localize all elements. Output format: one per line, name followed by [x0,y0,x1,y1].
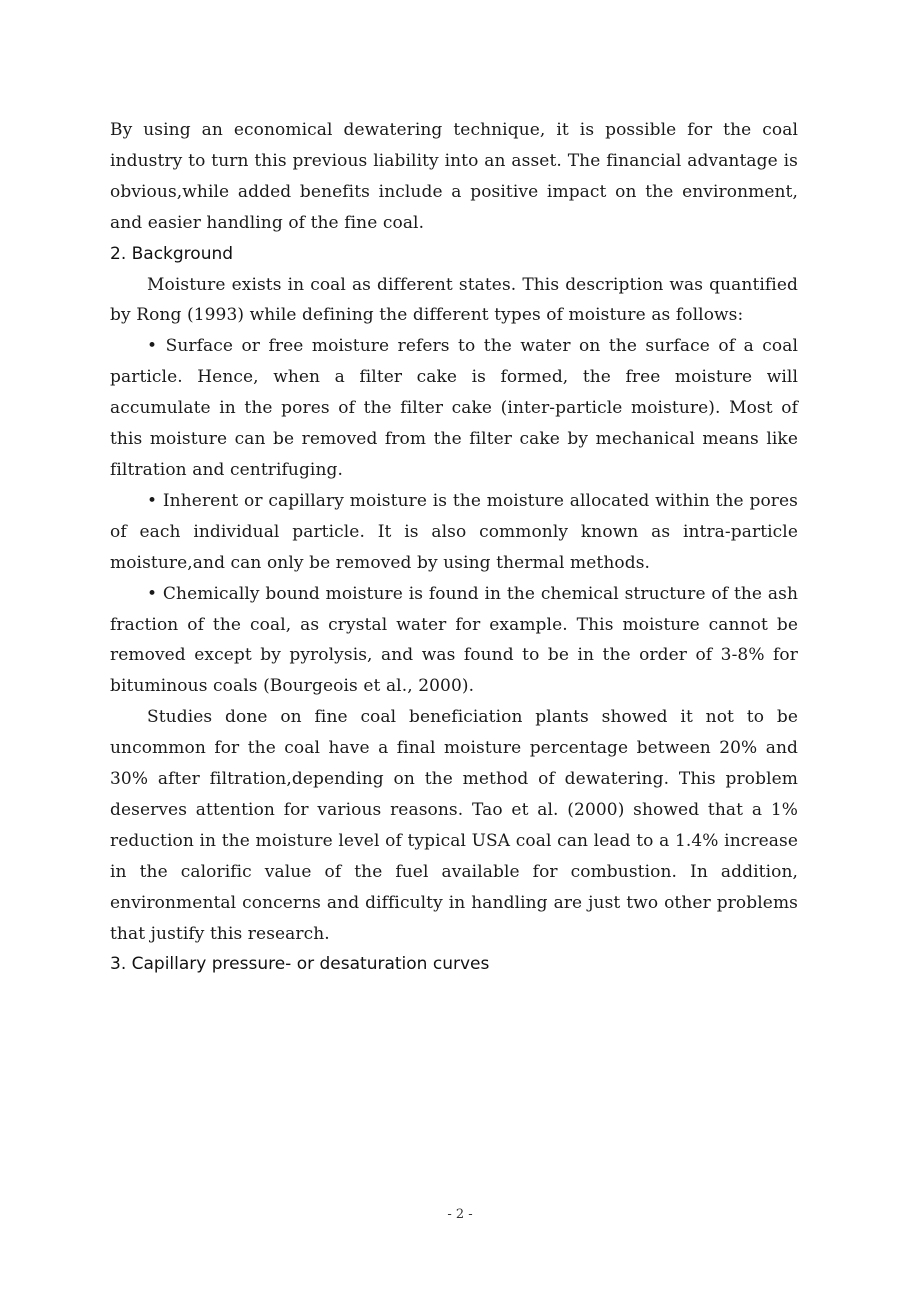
bullet-surface-moisture: • Surface or free moisture refers to the water on the surface of a coal particle. Hence, when a filter cake is formed, the free moisture will accumulate in the pores of the filter cake (inter-particle moisture). Most of this moisture can be removed from the filter cake by mechanical means like filtration and centrifuging. [110,336,798,480]
section-heading-capillary: 3. Capillary pressure- or desaturation curves [110,954,490,975]
bullet-chemical-moisture: • Chemically bound moisture is found in the chemical structure of the ash fraction of the coal, as crystal water for example. This moisture cannot be removed except by pyrolysis, and was found to be in the order of 3-8% for bituminous coals (Bourgeois et al., 2000). [110,583,798,697]
background-paragraph: Moisture exists in coal as different states. This description was quantified by Rong (1993) while defining the different types of moisture as follows: [110,274,798,326]
intro-paragraph: By using an economical dewatering technique, it is possible for the coal industry to turn this previous liability into an asset. The financial advantage is obvious,while added benefits include a positive impact on the environment, and easier handling of the fine coal. [110,120,798,233]
page-number: - 2 - [447,1207,473,1222]
studies-paragraph: Studies done on fine coal beneficiation plants showed it not to be uncommon for the coal have a final moisture percentage between 20% and 30% after filtration,depending on the method of dewatering. This problem deserves attention for various reasons. Tao et al. (2000) showed that a 1% reduction in the moisture level of typical USA coal can lead to a 1.4% increase in the calorific value of the fuel available for combustion. In addition, environmental concerns and difficulty in handling are just two other problems that justify this research. [110,707,798,944]
bullet-inherent-moisture: • Inherent or capillary moisture is the moisture allocated within the pores of each individual particle. It is also commonly known as intra-particle moisture,and can only be removed by using thermal methods. [110,490,798,573]
section-heading-background: 2. Background [110,243,234,264]
document-page [110,115,798,980]
